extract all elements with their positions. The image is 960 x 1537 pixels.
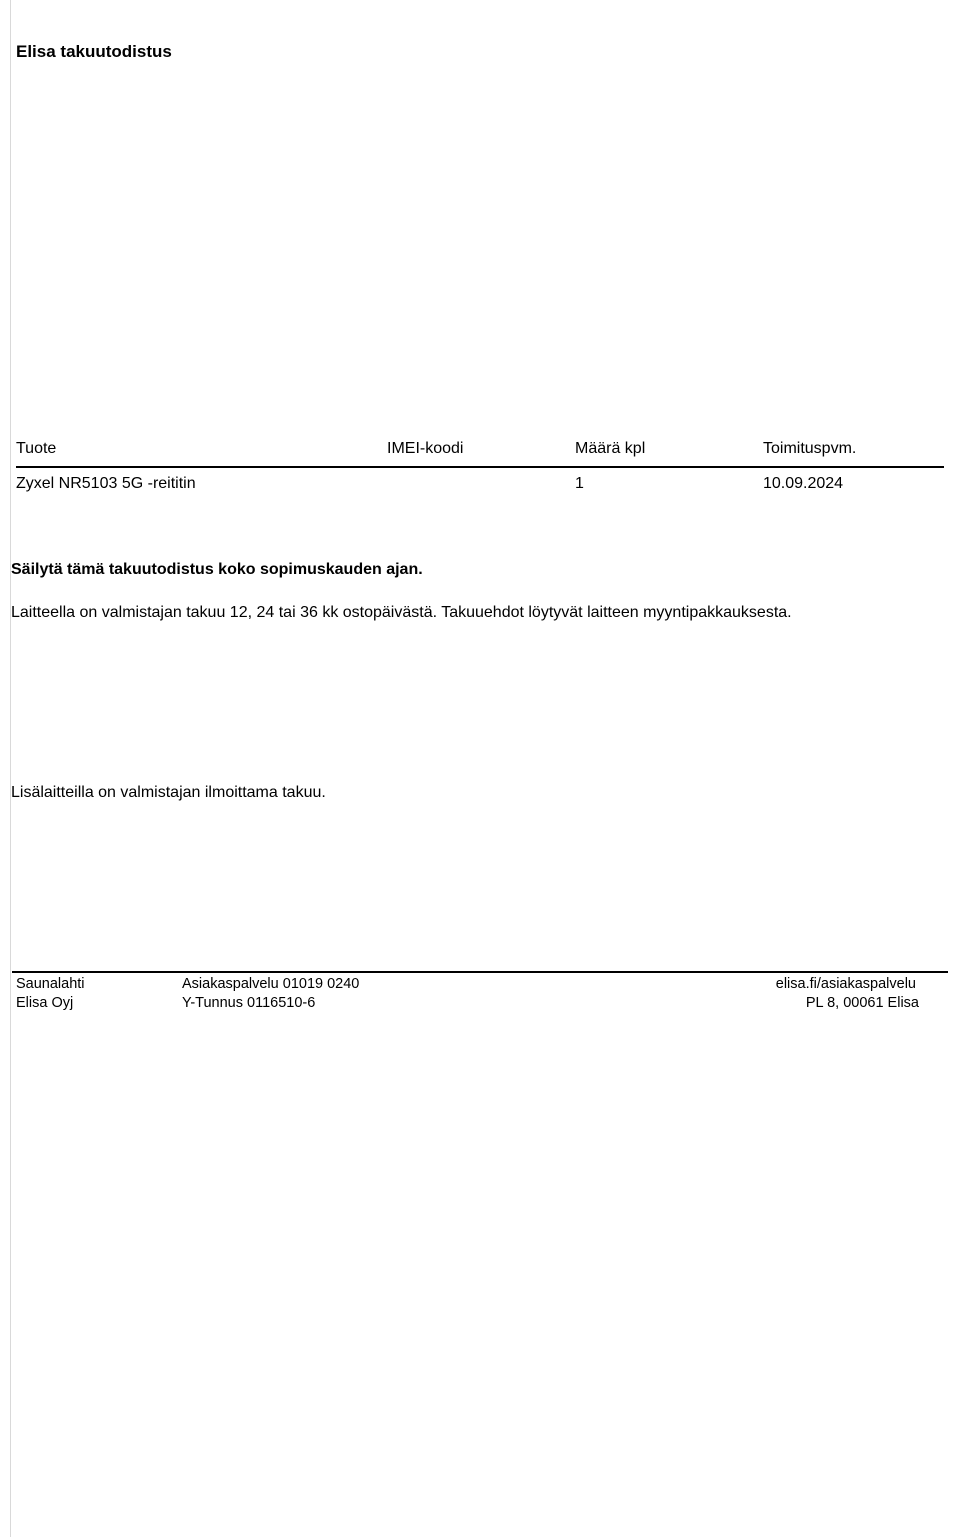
column-header-delivery-date: Toimituspvm. [763,440,857,457]
footer-brand: Saunalahti [16,976,85,992]
warranty-text: Laitteella on valmistajan takuu 12, 24 tai 36 kk ostopäivästä. Takuuehdot löytyvät laitteen myyntipakkauksesta. [11,604,792,621]
column-header-product: Tuote [16,440,57,457]
accessories-warranty-text: Lisälaitteilla on valmistajan ilmoittama takuu. [11,784,326,801]
cell-delivery-date: 10.09.2024 [763,475,844,492]
column-header-imei: IMEI-koodi [387,440,464,457]
footer [12,971,948,1017]
cell-product: Zyxel NR5103 5G -reititin [16,475,196,492]
footer-customer-service-phone: Asiakaspalvelu 01019 0240 [182,976,360,992]
table-row [16,475,944,499]
recipient-address-redacted [10,148,220,328]
footer-company: Elisa Oyj [16,995,74,1011]
document-title: Elisa takuutodistus [16,42,172,61]
product-table-header [16,440,944,468]
cell-quantity: 1 [575,475,584,492]
footer-business-id: Y-Tunnus 0116510-6 [182,995,316,1011]
column-header-quantity: Määrä kpl [575,440,646,457]
footer-website: elisa.fi/asiakaspalvelu [775,976,916,992]
footer-postal-address: PL 8, 00061 Elisa [805,995,919,1011]
keep-notice: Säilytä tämä takuutodistus koko sopimuskauden ajan. [11,561,423,578]
